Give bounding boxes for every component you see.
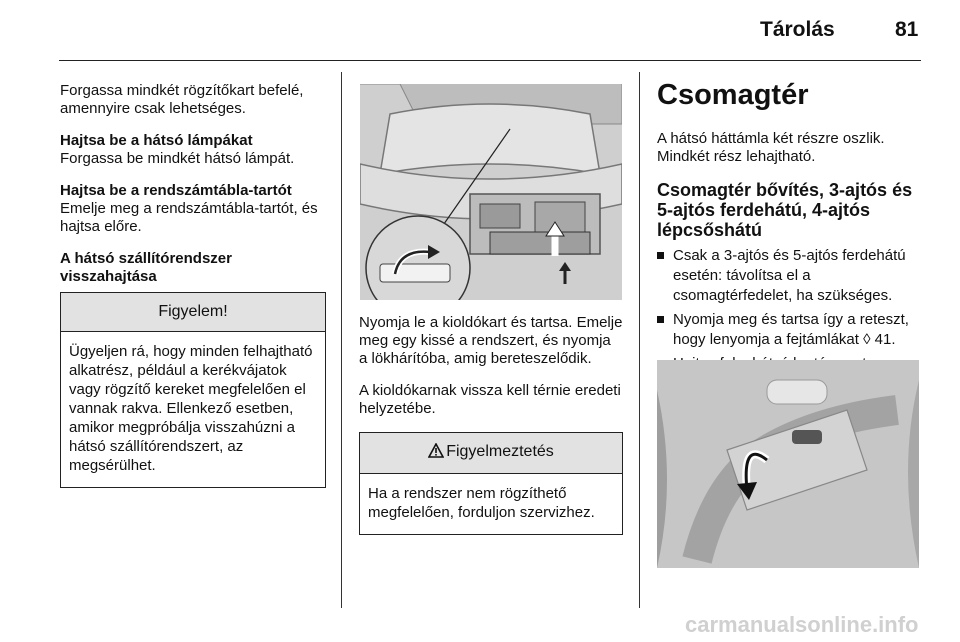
section-intro: A hátsó háttámla két részre oszlik. Mindkét rész lehajtható. [657, 130, 885, 165]
plate-text: Emelje meg a rendszámtábla-tartót, és hajtsa előre. [60, 200, 318, 235]
subsection-heading: Csomagtér bővítés, 3-ajtós és 5-ajtós ferdehátú, 4-ajtós lépcsőshátú [657, 180, 913, 240]
list-item: Csak a 3-ajtós és 5-ajtós ferdehátú esetén: távolítsa el a csomagtérfedelet, ha szükséges. [657, 246, 927, 306]
return-paragraph: A kioldókarnak vissza kell térnie eredeti helyzetébe. [359, 382, 621, 417]
instruction-list [657, 246, 927, 374]
list-item: Nyomja meg és tartsa így a reteszt, hogy lenyomja a fejtámlákat ◊ 41. [657, 310, 927, 350]
warning-body: Ha a rendszer nem rögzíthető megfelelően, forduljon szervizhez. [368, 485, 595, 521]
trunk-carrier-illustration [360, 84, 622, 300]
header-rule [59, 60, 921, 61]
lamps-heading: Hajtsa be a hátsó lámpákat [60, 132, 253, 149]
page-number: 81 [895, 18, 919, 41]
column-divider-2 [639, 72, 640, 608]
plate-heading: Hajtsa be a rendszámtábla-tartót [60, 182, 292, 199]
rear-armrest-illustration [657, 360, 919, 568]
warning-header [360, 433, 622, 474]
lamps-text: Forgassa be mindkét hátsó lámpát. [60, 150, 295, 167]
column-divider-1 [341, 72, 342, 608]
column-3 [657, 78, 927, 378]
warning-triangle-icon [428, 443, 444, 463]
column-1 [60, 82, 326, 488]
carrier-heading: A hátsó szállítórendszer visszahajtása [60, 250, 232, 285]
release-paragraph: Nyomja le a kioldókart és tartsa. Emelje meg egy kissé a rendszert, és nyomja a lökhárítóba, amig bereteszelődik. [359, 314, 623, 367]
bullet-square-icon [657, 316, 664, 323]
page-header-title: Tárolás [760, 18, 835, 41]
bullet-square-icon [657, 252, 664, 259]
armrest-illustration [657, 360, 919, 568]
column-2 [359, 314, 623, 535]
section-title: Csomagtér [657, 79, 809, 111]
carrier-release-illustration [360, 84, 622, 300]
caution-box [60, 292, 326, 488]
caution-body: Ügyeljen rá, hogy minden felhajtható alkatrész, például a kerékvájatok vagy rögzítő kereket megfelelően el vannak rakva. Ellenkező esetben, amikor megpróbálja visszahúzni a hátsó szállítórendszert, az megsérülhet. [69, 343, 313, 474]
caution-title: Figyelem! [61, 293, 325, 332]
warning-title: Figyelmeztetés [446, 443, 554, 460]
watermark: carmanualsonline.info [685, 612, 919, 637]
warning-box [359, 432, 623, 535]
intro-paragraph: Forgassa mindkét rögzítőkart befelé, amennyire csak lehetséges. [60, 82, 304, 117]
